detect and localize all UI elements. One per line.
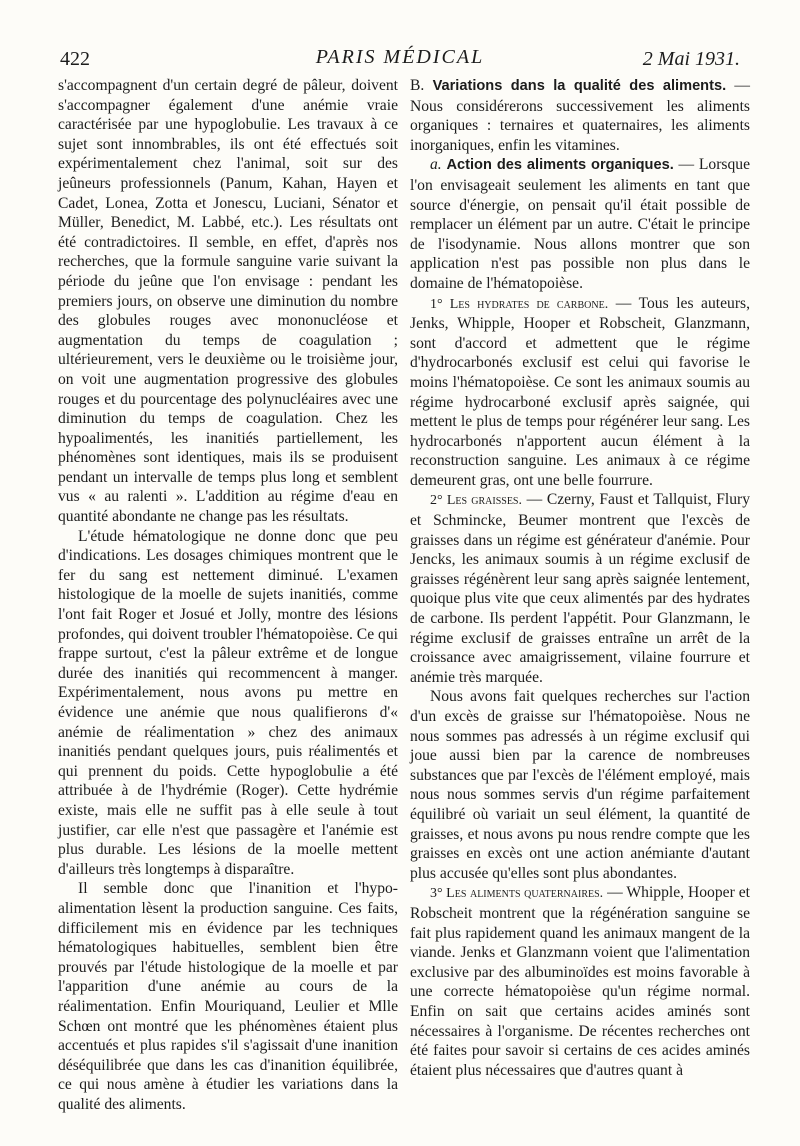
fats-heading: 2° Les graisses. — [430, 493, 522, 509]
subsection-a-text: — Lorsque l'on envisageait seulement les aliments en tant que source d'énergie, on pensait qu'il était possible de remplacer un élément par un autre. C'était le principe de l'isodynamie. Nous allons montrer que son application n'est pas possible non plus dans le domaine de l'hématopoièse. — [410, 156, 750, 292]
paragraph-hematologic-study: L'étude hématologique ne donne donc que peu d'indications. Les dosages chimiques montrent que le fer du sang est nettement diminué. L'examen histologique de la moelle de sujets inanitiés, comme l'ont fait Roger et Josué et Jolly, montre des lésions profondes, qui doivent troubler l'hématopoièse. Ce qui frappe surtout, c'est la pâleur extrême et de longue durée des inanitiés qui recommencent à manger. Expérimentalement, nous avons pu mettre en évidence une anémie que nous qualifierons d'« anémie de réalimentation » chez des animaux inanitiés pendant quelques jours, puis réalimentés et qui prennent du poids. Cette hypoglobulie a été attribuée à de l'hydrémie (Roger). Cette hydrémie existe, mais elle ne suffit pas à elle seule à tout justifier, car elle n'est que passagère et l'anémie est plus durable. Les lésions de la moelle mettent d'ailleurs très longtemps à disparaître. — [58, 527, 398, 878]
right-column — [410, 76, 750, 1080]
paragraph-hematology-fasting: s'accompagnent d'un certain degré de pâleur, doivent s'accompagner également d'une anémie vraie caractérisée par une hypoglobulie. Les travaux à ce sujet sont innombrables, ils ont été effectués soit expérimentalement chez l'animal, soit sur des jeûneurs professionnels (Panum, Kahan, Hayen et Cadet, Lonea, Zotta et Jonescu, Luciani, Sénator et Müller, Benedict, M. Labbé, etc.). Les résultats ont été contradictoires. Il semble, en effet, d'après nos recherches, que la formule sanguine varie suivant la période du jeûne que l'on envisage : pendant les premiers jours, on observe une diminution du nombre des globules rouges avec mononucléose et augmentation du temps de coagulation ; ultérieurement, vers le deuxième ou le troisième jour, on voit une augmentation progressive des globules rouges et du pourcentage des polynucléaires avec une diminution du temps de coagulation. Chez les hypoalimentés, les inanitiés partiellement, les phénomènes sont identiques, mais ils se produisent pendant un intervalle de temps plus long et semblent vus « au ralenti ». L'addition au régime d'eau en quantité abondante ne change pas les résultats. — [58, 77, 398, 526]
page-number: 422 — [60, 48, 90, 70]
fats-text: — Czerny, Faust et Tallquist, Flury et Schmincke, Beumer montrent que l'excès de graisses dans un régime est générateur d'anémie. Pour Jencks, les animaux soumis à un régime exclusif de graisses régénèrent leur sang après saignée lentement, quoique plus vite que ceux alimentés par des hydrates de carbone. Ils perdent l'appétit. Pour Glanzmann, le régime exclusif de graisses entraîne un arrêt de la croissance avec amaigrissement, vilaine fourrure et anémie très marquée. — [410, 491, 751, 686]
carbohydrates-heading: 1° Les hydrates de carbone. — [430, 296, 609, 312]
proteins-paragraph — [410, 883, 750, 1080]
fats-paragraph — [410, 490, 750, 687]
section-b-heading: Variations dans la qualité des aliments. — [432, 78, 727, 94]
proteins-heading: 3° Les aliments quaternaires. — [430, 886, 604, 902]
subsection-a-paragraph — [410, 155, 750, 293]
left-column — [58, 76, 398, 1114]
running-header — [60, 46, 740, 76]
section-b-label: B. — [410, 77, 433, 94]
fats-research-paragraph: Nous avons fait quelques recherches sur l'action d'un excès de graisse sur l'hématopoièse. Nous ne nous sommes pas adressés à un régime exclusif qui joue aussi bien par la carence de nombreuses substances que par l'excès de l'élément employé, mais nous nous sommes servis d'un régime parfaitement équilibré où variait un seul élément, la quantité de graisses, et nous avons pu nous rendre compte que les graisses en excès ont une action anémiante d'autant plus accusée qu'elles sont plus abondantes. — [410, 688, 750, 882]
carbohydrates-text: — Tous les auteurs, Jenks, Whipple, Hooper et Robscheit, Glanzmann, sont d'accord et admettent que le régime d'hydrocarbonés exclusif est celui qui favorise le moins l'hématopoièse. Ce sont les animaux soumis au régime hydrocarboné exclusif après saignée, qui mettent le plus de temps pour régénérer leur sang. Les hydrocarbonés n'apportent aucun élément à la reconstruction sanguine. Les animaux à ce régime demeurent gras, ont une belle fourrure. — [410, 294, 750, 489]
section-b-text: — Nous considérerons successivement les aliments organiques : ternaires et quaternaires, les aliments inorganiques, enfin les vitamines. — [410, 77, 751, 154]
journal-title: PARIS MÉDICAL — [315, 46, 485, 68]
subsection-a-heading: Action des aliments organiques. — [446, 157, 674, 174]
issue-date: 2 Mai 1931. — [642, 48, 740, 70]
subsection-a-label: a. — [430, 156, 447, 174]
proteins-text: — Whipple, Hooper et Robscheit montrent que la régénération sanguine se fait plus rapidement quand les animaux mangent de la viande. Jenks et Glanzmann voient que l'alimentation exclusive par des albuminoïdes est moins favorable à une correcte hématopoièse qu'un régime normal. Enfin on sait que certains acides aminés sont nécessaires à l'organisme. De récentes recherches ont été faites pour savoir si certains de ces acides aminés étaient plus nécessaires que d'autres quant à — [410, 884, 750, 1079]
carbohydrates-paragraph — [410, 294, 750, 491]
paragraph-inanition-conclusion: Il semble donc que l'inanition et l'hypo-alimentation lèsent la production sanguine. Ces faits, difficilement mis en évidence par les techniques hématologiques habituelles, semblent bien être prouvés par l'étude histologique de la moelle et par l'apparition d'une anémie au cours de la réalimentation. Enfin Mouriquand, Leulier et Mlle Schœn ont montré que les phénomènes étaient plus accentués et plus rapides s'il s'agissait d'une inanition déséquilibrée que dans les cas d'inanition équilibrée, ce qui nous amène à étudier les variations dans la qualité des aliments. — [58, 880, 398, 1113]
section-b-paragraph — [410, 76, 750, 155]
